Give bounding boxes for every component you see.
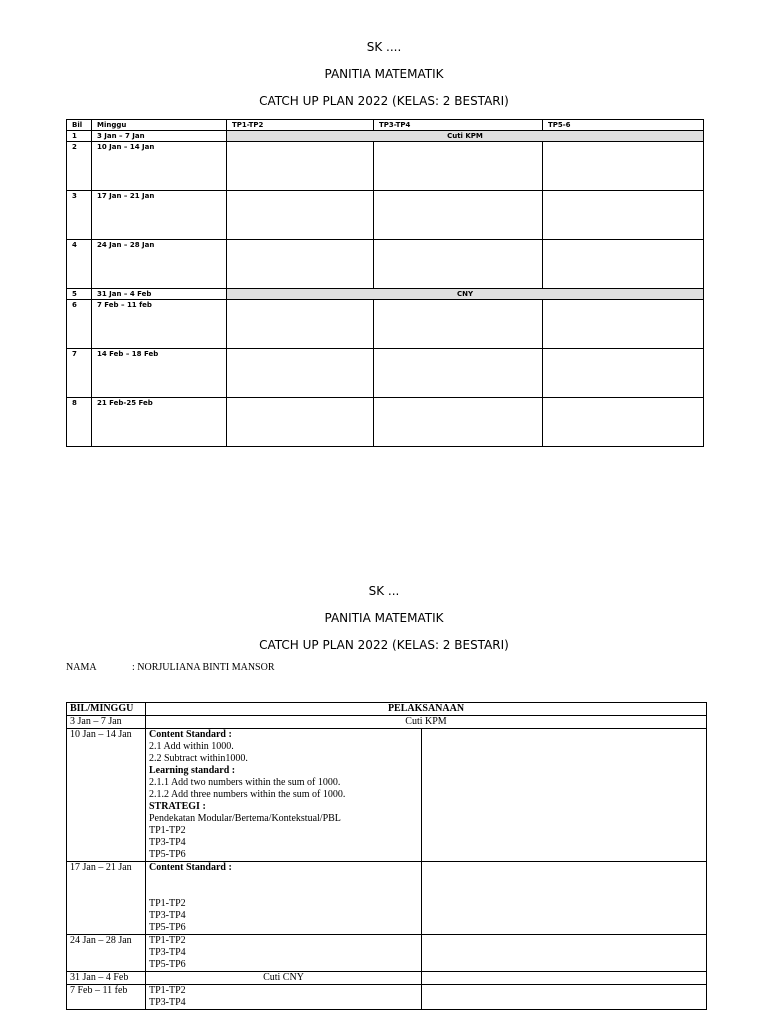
content-standard-label: Content Standard :: [149, 729, 232, 740]
row-minggu: 10 Jan – 14 Jan: [92, 142, 227, 191]
content-line: Pendekatan Modular/Bertema/Kontekstual/PBL: [149, 813, 341, 824]
content-line: TP1-TP2: [149, 898, 186, 909]
cell-tp5-6: [543, 300, 704, 349]
row-minggu: 7 Feb – 11 feb: [92, 300, 227, 349]
content-line: TP3-TP4: [149, 997, 186, 1008]
row-content: [146, 862, 422, 935]
learning-standard-label: Learning standard :: [149, 765, 236, 776]
cell-tp5-6: [543, 349, 704, 398]
row-content: [146, 729, 422, 862]
table-row: [67, 935, 707, 972]
row-minggu: 31 Jan – 4 Feb: [92, 289, 227, 300]
blank-line: [149, 886, 421, 898]
table-header-row: [67, 703, 707, 716]
content-line: TP1-TP2: [149, 825, 186, 836]
cell-tp1-tp2: [227, 191, 374, 240]
catch-up-plan-table-2: [66, 702, 707, 1010]
cell-tp1-tp2: [227, 240, 374, 289]
cell-tp5-6: [543, 142, 704, 191]
row-week: 3 Jan – 7 Jan: [67, 716, 146, 729]
cell-tp3-tp4: [374, 142, 543, 191]
content-standard-label: Content Standard :: [149, 862, 232, 873]
header-bil: Bil: [67, 120, 92, 131]
content-line: 2.2 Subtract within1000.: [149, 753, 248, 764]
plan-title-1: CATCH UP PLAN 2022 (KELAS: 2 BESTARI): [259, 94, 509, 108]
row-bil: 7: [67, 349, 92, 398]
table-row: [67, 289, 704, 300]
row-bil: 1: [67, 131, 92, 142]
table-header-row: [67, 120, 704, 131]
header-bil-minggu: BIL/MINGGU: [67, 703, 146, 716]
table-row: [67, 862, 707, 935]
cell-tp1-tp2: [227, 349, 374, 398]
row-bil: 2: [67, 142, 92, 191]
panitia-title-2: PANITIA MATEMATIK: [324, 611, 444, 625]
table-row: [67, 349, 704, 398]
header-tp5-6: TP5-6: [543, 120, 704, 131]
content-line: TP5-TP6: [149, 959, 186, 970]
nama-label: NAMA: [66, 662, 97, 673]
plan-title-2: CATCH UP PLAN 2022 (KELAS: 2 BESTARI): [259, 638, 509, 652]
content-line: TP3-TP4: [149, 910, 186, 921]
content-line: TP5-TP6: [149, 922, 186, 933]
panitia-title-1: PANITIA MATEMATIK: [324, 67, 444, 81]
header-tp3-tp4: TP3-TP4: [374, 120, 543, 131]
content-line: TP1-TP2: [149, 935, 186, 946]
row-note-cuti-kpm: Cuti KPM: [146, 716, 707, 729]
content-line: TP3-TP4: [149, 837, 186, 848]
row-bil: 6: [67, 300, 92, 349]
row-minggu: 3 Jan – 7 Jan: [92, 131, 227, 142]
table-row: [67, 398, 704, 447]
row-week: 17 Jan – 21 Jan: [67, 862, 146, 935]
table-row: [67, 131, 704, 142]
row-week: 7 Feb – 11 feb: [67, 985, 146, 1010]
school-name-2: SK ...: [368, 584, 400, 598]
row-notes-cell: [422, 862, 707, 935]
row-note-cuti-cny: Cuti CNY: [146, 972, 422, 985]
cell-tp3-tp4: [374, 191, 543, 240]
content-line: TP5-TP6: [149, 849, 186, 860]
table-row: [67, 972, 707, 985]
row-minggu: 24 Jan – 28 Jan: [92, 240, 227, 289]
table-row: [67, 300, 704, 349]
row-notes-cell: [422, 729, 707, 862]
cell-tp3-tp4: [374, 398, 543, 447]
row-minggu: 17 Jan – 21 Jan: [92, 191, 227, 240]
cell-tp3-tp4: [374, 300, 543, 349]
row-notes-cell: [422, 935, 707, 972]
cell-tp1-tp2: [227, 398, 374, 447]
table-row: [67, 716, 707, 729]
table-row: [67, 729, 707, 862]
strategi-label: STRATEGI :: [149, 801, 206, 812]
row-notes-cell: [422, 985, 707, 1010]
header-minggu: Minggu: [92, 120, 227, 131]
content-line: 2.1.1 Add two numbers within the sum of 1000.: [149, 777, 341, 788]
cell-tp1-tp2: [227, 142, 374, 191]
cell-tp5-6: [543, 240, 704, 289]
row-minggu: 14 Feb – 18 Feb: [92, 349, 227, 398]
cell-tp3-tp4: [374, 349, 543, 398]
header-tp1-tp2: TP1-TP2: [227, 120, 374, 131]
content-line: 2.1 Add within 1000.: [149, 741, 234, 752]
content-line: TP1-TP2: [149, 985, 186, 996]
table-row: [67, 142, 704, 191]
table-row: [67, 191, 704, 240]
row-note-cny: CNY: [227, 289, 704, 300]
cell-tp5-6: [543, 191, 704, 240]
table-row: [67, 240, 704, 289]
row-bil: 5: [67, 289, 92, 300]
nama-line: [66, 662, 275, 673]
row-bil: 3: [67, 191, 92, 240]
table-row: [67, 985, 707, 1010]
row-week: 24 Jan – 28 Jan: [67, 935, 146, 972]
nama-value: : NORJULIANA BINTI MANSOR: [132, 662, 275, 673]
cell-tp3-tp4: [374, 240, 543, 289]
row-note-cuti-kpm: Cuti KPM: [227, 131, 704, 142]
row-content: [146, 985, 422, 1010]
content-line: TP3-TP4: [149, 947, 186, 958]
blank-line: [149, 874, 421, 886]
school-name-1: SK ....: [366, 40, 402, 54]
row-bil: 4: [67, 240, 92, 289]
row-notes-cell: [422, 972, 707, 985]
cell-tp5-6: [543, 398, 704, 447]
cell-tp1-tp2: [227, 300, 374, 349]
catch-up-plan-table-1: [66, 119, 704, 447]
row-week: 10 Jan – 14 Jan: [67, 729, 146, 862]
content-line: 2.1.2 Add three numbers within the sum of 1000.: [149, 789, 346, 800]
row-content: [146, 935, 422, 972]
header-pelaksanaan: PELAKSANAAN: [146, 703, 707, 716]
row-minggu: 21 Feb-25 Feb: [92, 398, 227, 447]
row-bil: 8: [67, 398, 92, 447]
row-week: 31 Jan – 4 Feb: [67, 972, 146, 985]
